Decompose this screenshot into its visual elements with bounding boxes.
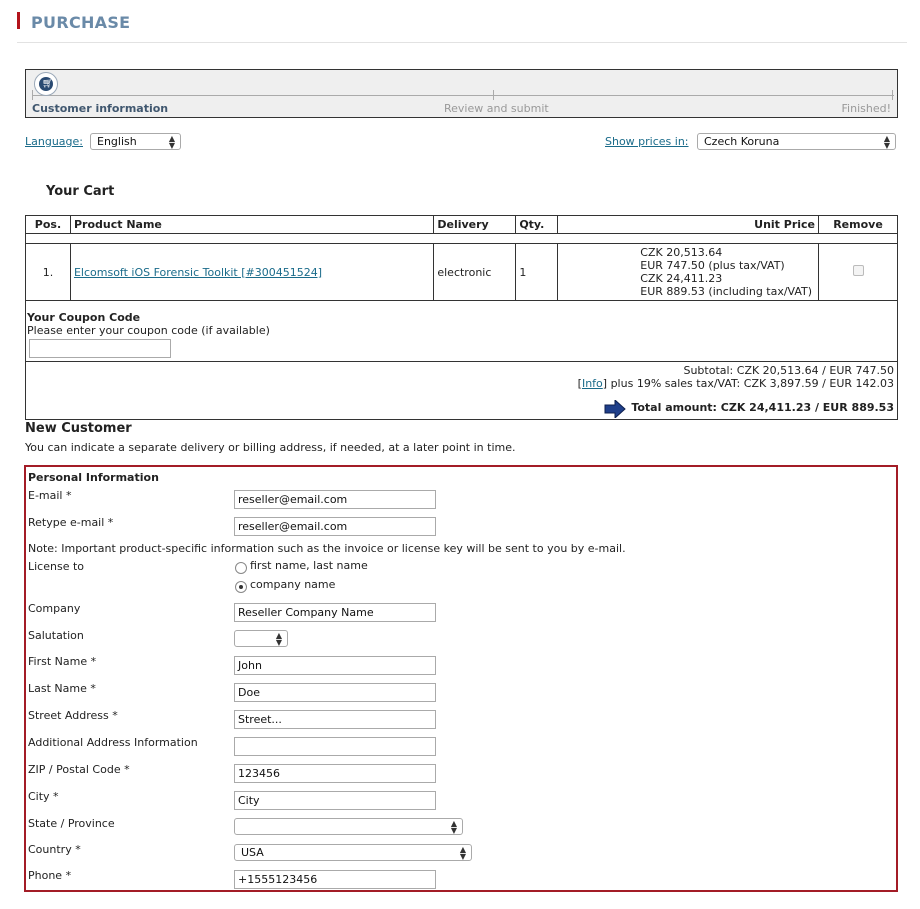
new-customer-hint: You can indicate a separate delivery or billing address, if needed, at a later point in time. xyxy=(25,441,516,454)
tax-line: [Info] plus 19% sales tax/VAT: CZK 3,897.59 / EUR 142.03 xyxy=(577,377,894,390)
retype-email-label: Retype e-mail * xyxy=(28,516,114,529)
country-select[interactable] xyxy=(234,844,472,861)
cart-header-row xyxy=(26,216,898,234)
select-arrows-icon: ▲ ▼ xyxy=(275,631,282,647)
country-label: Country * xyxy=(28,843,81,856)
tax-info-link[interactable]: Info xyxy=(581,377,603,390)
step-finished: Finished! xyxy=(841,102,891,115)
col-unit-price: Unit Price xyxy=(558,216,819,234)
phone-label: Phone * xyxy=(28,869,72,882)
price-line: CZK 24,411.23 xyxy=(640,272,723,285)
show-prices-link[interactable]: Show prices in: xyxy=(605,135,689,148)
product-link[interactable]: Elcomsoft iOS Forensic Toolkit [#300451524] xyxy=(73,265,323,279)
first-name-field[interactable]: John xyxy=(234,656,436,675)
cart-table xyxy=(25,215,898,301)
select-arrows-icon: ▲ ▼ xyxy=(168,134,175,150)
language-link[interactable]: Language: xyxy=(25,135,83,148)
totals-section xyxy=(25,361,898,420)
col-delivery: Delivery xyxy=(434,216,516,234)
country-value: USA xyxy=(241,846,264,859)
cart-title: Your Cart xyxy=(46,184,115,199)
license-radio-name[interactable] xyxy=(235,562,247,574)
cart-unit-price xyxy=(558,244,819,301)
email-label: E-mail * xyxy=(28,489,72,502)
last-name-field[interactable]: Doe xyxy=(234,683,436,702)
state-select[interactable] xyxy=(234,818,463,835)
state-label: State / Province xyxy=(28,817,115,830)
street-field[interactable]: Street... xyxy=(234,710,436,729)
col-product: Product Name xyxy=(70,216,433,234)
step-customer-information: Customer information xyxy=(32,102,169,115)
price-line: CZK 20,513.64 xyxy=(640,246,723,259)
step-review-submit: Review and submit xyxy=(444,102,549,115)
coupon-input[interactable] xyxy=(29,339,171,358)
section-title: Personal Information xyxy=(28,471,159,484)
coupon-section xyxy=(25,301,898,362)
coupon-hint: Please enter your coupon code (if available) xyxy=(27,324,270,337)
last-name-label: Last Name * xyxy=(28,682,96,695)
additional-address-field[interactable] xyxy=(234,737,436,756)
col-qty: Qty. xyxy=(516,216,558,234)
email-field[interactable]: reseller@email.com xyxy=(234,490,436,509)
arrow-right-icon xyxy=(604,400,626,418)
progress-tick xyxy=(493,90,494,100)
language-select-value: English xyxy=(97,135,137,148)
progress-line xyxy=(32,95,894,96)
personal-info-form xyxy=(24,465,898,892)
progress-tick xyxy=(892,90,893,100)
city-label: City * xyxy=(28,790,59,803)
col-pos: Pos. xyxy=(26,216,71,234)
table-row xyxy=(26,244,898,301)
select-arrows-icon: ▲ ▼ xyxy=(450,819,457,835)
coupon-title: Your Coupon Code xyxy=(27,311,141,324)
header-accent-bar xyxy=(17,12,20,29)
shopping-cart-icon: 🛒︎ xyxy=(34,72,58,96)
remove-checkbox[interactable] xyxy=(853,265,864,276)
license-option-name: first name, last name xyxy=(250,559,368,572)
checkout-progress xyxy=(25,69,898,118)
price-line: EUR 889.53 (including tax/VAT) xyxy=(640,285,813,298)
price-line: EUR 747.50 (plus tax/VAT) xyxy=(640,259,785,272)
cart-spacer-row xyxy=(26,234,898,244)
remove-cell xyxy=(819,244,898,301)
cart-pos: 1. xyxy=(26,244,71,301)
phone-field[interactable]: +1555123456 xyxy=(234,870,436,889)
salutation-select[interactable] xyxy=(234,630,288,647)
progress-tick xyxy=(32,90,33,100)
page-title: PURCHASE xyxy=(31,13,131,32)
license-option-company: company name xyxy=(250,578,336,591)
col-remove: Remove xyxy=(819,216,898,234)
license-label: License to xyxy=(28,560,85,573)
email-note: Note: Important product-specific information such as the invoice or license key will be sent to you by e-mail. xyxy=(28,542,626,555)
additional-address-label: Additional Address Information xyxy=(28,736,198,749)
currency-select[interactable] xyxy=(697,133,896,150)
total-amount: Total amount: CZK 24,411.23 / EUR 889.53 xyxy=(631,401,894,414)
zip-field[interactable]: 123456 xyxy=(234,764,436,783)
first-name-label: First Name * xyxy=(28,655,97,668)
license-radio-company[interactable] xyxy=(235,581,247,593)
subtotal: Subtotal: CZK 20,513.64 / EUR 747.50 xyxy=(683,364,894,377)
currency-select-value: Czech Koruna xyxy=(704,135,780,148)
salutation-label: Salutation xyxy=(28,629,84,642)
header-divider xyxy=(17,42,907,43)
zip-label: ZIP / Postal Code * xyxy=(28,763,130,776)
select-arrows-icon: ▲ ▼ xyxy=(883,134,890,150)
cart-delivery: electronic xyxy=(434,244,516,301)
city-field[interactable]: City xyxy=(234,791,436,810)
select-arrows-icon: ▲ ▼ xyxy=(459,845,466,861)
new-customer-title: New Customer xyxy=(25,421,132,436)
tax-text: plus 19% sales tax/VAT: CZK 3,897.59 / EUR 142.03 xyxy=(610,377,894,390)
language-select[interactable] xyxy=(90,133,181,150)
company-label: Company xyxy=(28,602,81,615)
cart-qty: 1 xyxy=(516,244,558,301)
company-field[interactable]: Reseller Company Name xyxy=(234,603,436,622)
street-label: Street Address * xyxy=(28,709,118,722)
retype-email-field[interactable]: reseller@email.com xyxy=(234,517,436,536)
